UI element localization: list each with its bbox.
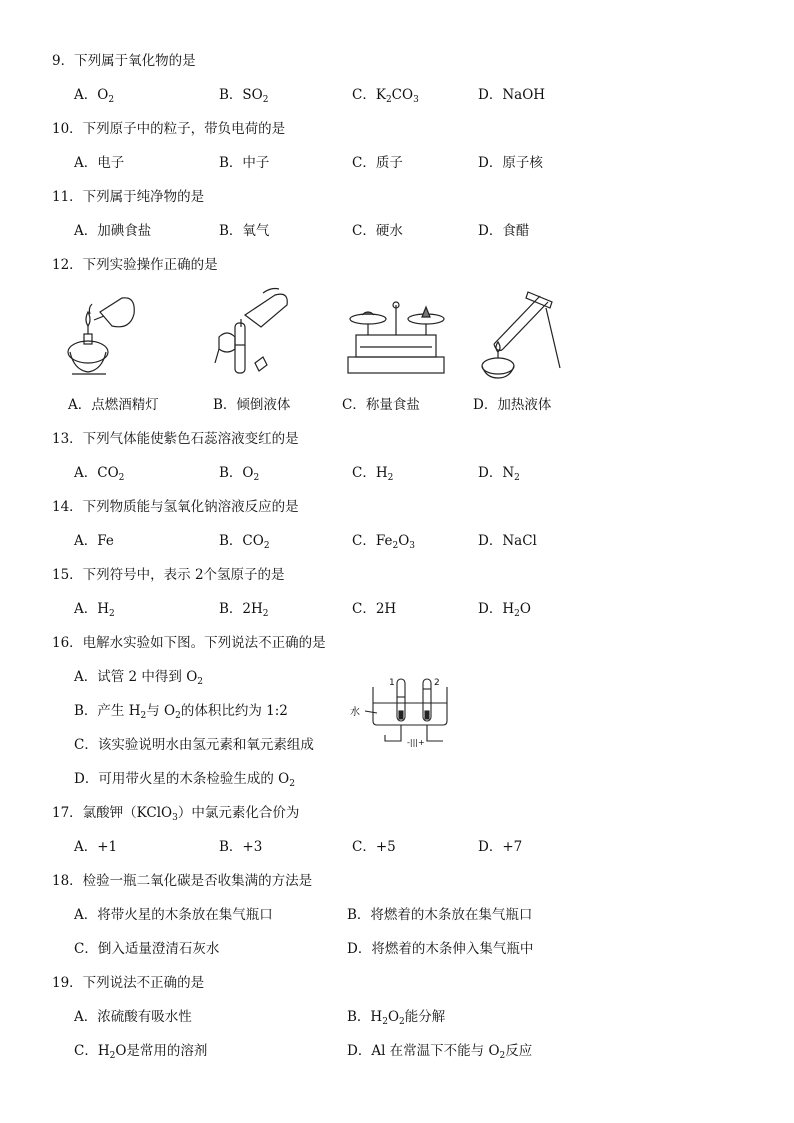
q14-option-a[interactable]: A．Fe <box>74 533 114 549</box>
q9-option-d[interactable]: D．NaOH <box>478 87 546 103</box>
battery-symbol: -|||+ <box>407 738 425 747</box>
q11-option-d[interactable]: D．食醋 <box>478 223 530 239</box>
question-14-stem: 14．下列物质能与氢氧化钠溶液反应的是 <box>52 499 299 515</box>
q18-option-b[interactable]: B．将燃着的木条放在集气瓶口 <box>347 907 533 923</box>
question-10-stem: 10．下列原子中的粒子，带负电荷的是 <box>52 121 286 137</box>
question-15-stem: 15．下列符号中，表示 2个氢原子的是 <box>52 567 285 583</box>
q19-option-c[interactable]: C．$H_2O$是常用的溶剂 <box>74 1043 208 1061</box>
q17-option-c[interactable]: C．+5 <box>352 839 396 855</box>
q12-option-d[interactable]: D．加热液体 <box>473 397 552 413</box>
q16-option-c[interactable]: C．该实验说明水由氢元素和氧元素组成 <box>74 737 314 753</box>
q14-option-d[interactable]: D．NaCl <box>478 533 537 549</box>
q12-option-b[interactable]: B．倾倒液体 <box>213 397 291 413</box>
q19-option-d[interactable]: D．Al 在常温下不能与 $O_2$反应 <box>347 1043 533 1061</box>
question-16-stem: 16．电解水实验如下图。下列说法不正确的是 <box>52 635 326 651</box>
q15-option-d[interactable]: D．$H_2O$ <box>478 601 531 619</box>
q10-option-c[interactable]: C．质子 <box>352 155 403 171</box>
question-17-stem: 17．氯酸钾（KClO$_3$）中氯元素化合价为 <box>52 805 300 823</box>
q12-option-c[interactable]: C．称量食盐 <box>342 397 420 413</box>
tube-2-label: 2 <box>434 678 440 688</box>
q15-option-b[interactable]: B．$2H_2$ <box>219 601 269 619</box>
q10-option-d[interactable]: D．原子核 <box>478 155 543 171</box>
question-9-stem: 9．下列属于氧化物的是 <box>52 53 196 69</box>
balance-scale-figure <box>340 295 450 380</box>
question-12-stem: 12．下列实验操作正确的是 <box>52 257 218 273</box>
q9-option-b[interactable]: B．$SO_2$ <box>219 87 269 105</box>
pouring-liquid-figure <box>205 285 295 385</box>
q11-option-c[interactable]: C．硬水 <box>352 223 403 239</box>
question-13-stem: 13．下列气体能使紫色石蕊溶液变红的是 <box>52 431 299 447</box>
alcohol-lamp-lighting-figure <box>60 290 150 385</box>
q14-option-c[interactable]: C．$Fe_2O_3$ <box>352 533 416 551</box>
q17-option-d[interactable]: D．+7 <box>478 839 523 855</box>
q12-option-a[interactable]: A．点燃酒精灯 <box>68 397 159 413</box>
q10-option-b[interactable]: B．中子 <box>219 155 270 171</box>
q11-option-b[interactable]: B．氧气 <box>219 223 270 239</box>
question-18-stem: 18．检验一瓶二氧化碳是否收集满的方法是 <box>52 873 313 889</box>
water-label: 水 <box>350 707 360 718</box>
q18-option-a[interactable]: A．将带火星的木条放在集气瓶口 <box>74 907 273 923</box>
q14-option-b[interactable]: B．$CO_2$ <box>219 533 270 551</box>
q13-option-d[interactable]: D．$N_2$ <box>478 465 520 483</box>
q17-option-b[interactable]: B．+3 <box>219 839 263 855</box>
q16-option-a[interactable]: A．试管 2 中得到 $O_2$ <box>74 669 204 687</box>
tube-1-label: 1 <box>389 678 395 688</box>
heating-liquid-figure <box>472 288 572 383</box>
q19-option-a[interactable]: A．浓硫酸有吸水性 <box>74 1009 192 1025</box>
q15-option-c[interactable]: C．2H <box>352 601 397 617</box>
q11-option-a[interactable]: A．加碘食盐 <box>74 223 152 239</box>
q18-option-d[interactable]: D．将燃着的木条伸入集气瓶中 <box>347 941 534 957</box>
q16-option-b[interactable]: B．产生 $H_2$与 $O_2$的体积比约为 1:2 <box>74 703 288 721</box>
q16-option-d[interactable]: D．可用带火星的木条检验生成的 $O_2$ <box>74 771 295 789</box>
q15-option-a[interactable]: A．$H_2$ <box>74 601 115 619</box>
q13-option-a[interactable]: A．$CO_2$ <box>74 465 125 483</box>
q10-option-a[interactable]: A．电子 <box>74 155 125 171</box>
electrolysis-figure <box>345 673 460 753</box>
question-11-stem: 11．下列属于纯净物的是 <box>52 189 205 205</box>
q19-option-b[interactable]: B．$H_2O_2$能分解 <box>347 1009 446 1027</box>
q13-option-c[interactable]: C．$H_2$ <box>352 465 394 483</box>
q9-option-a[interactable]: A．$O_2$ <box>74 87 115 105</box>
q9-option-c[interactable]: C．$K_2CO_3$ <box>352 87 419 105</box>
q13-option-b[interactable]: B．$O_2$ <box>219 465 260 483</box>
q18-option-c[interactable]: C．倒入适量澄清石灰水 <box>74 941 220 957</box>
question-19-stem: 19．下列说法不正确的是 <box>52 975 205 991</box>
q17-option-a[interactable]: A．+1 <box>74 839 118 855</box>
